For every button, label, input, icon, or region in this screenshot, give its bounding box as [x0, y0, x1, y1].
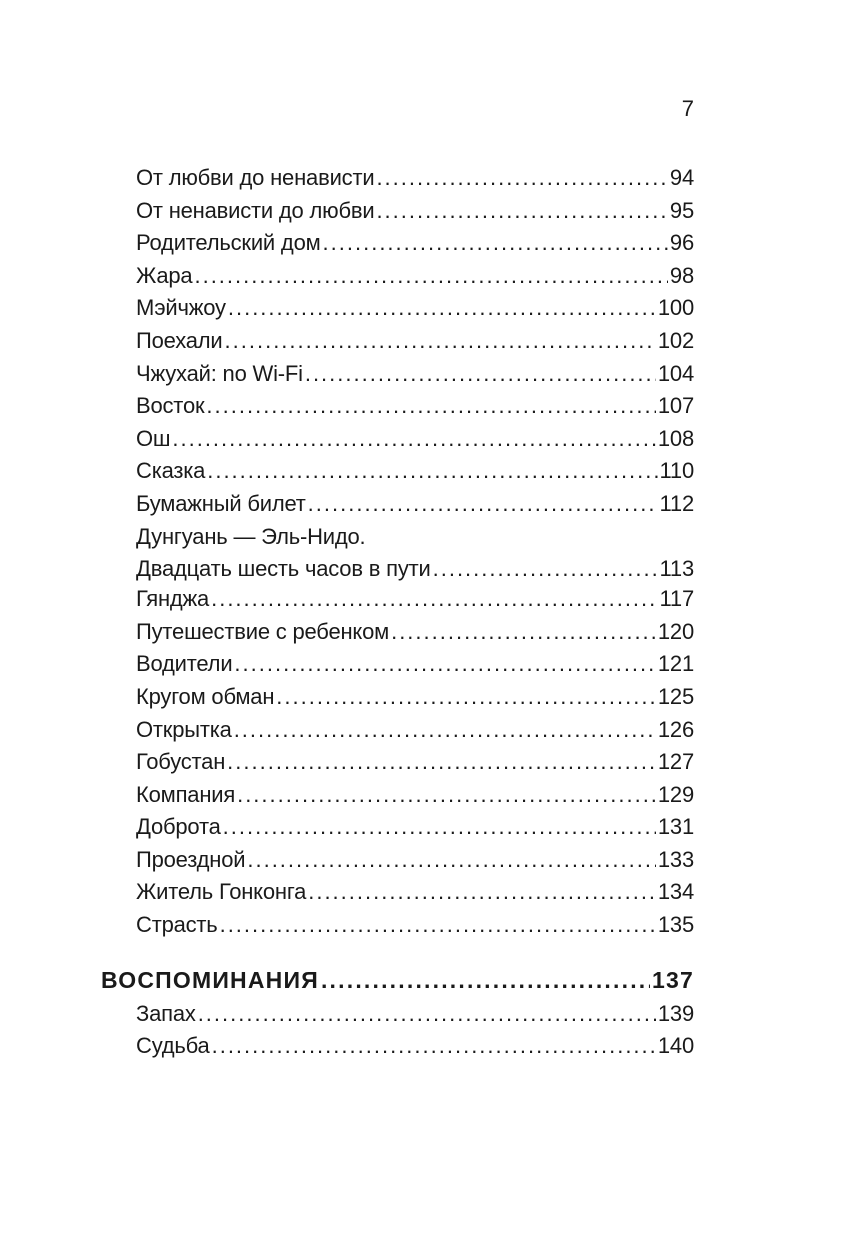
toc-leader-dots [237, 779, 656, 812]
toc-entry-title: Житель Гонконга [136, 879, 307, 905]
toc-entry-page: 112 [659, 490, 694, 516]
toc-entry [136, 681, 694, 714]
toc-entry [136, 195, 694, 228]
toc-leader-dots [194, 260, 667, 293]
toc-entry [136, 648, 694, 681]
toc-entry-title: Открытка [136, 716, 232, 742]
toc-entry-title: Проездной [136, 846, 246, 872]
toc-leader-dots [206, 390, 655, 423]
toc-entry [136, 583, 694, 616]
toc-entry [136, 998, 694, 1031]
toc-section-heading [101, 962, 694, 998]
toc-entry-page: 135 [657, 912, 694, 938]
toc-leader-dots [323, 227, 668, 260]
toc-entry [136, 1030, 694, 1063]
toc-leader-dots [376, 195, 667, 228]
toc-entry-page: 107 [657, 393, 694, 419]
toc-section-title: ВОСПОМИНАНИЯ [101, 966, 319, 993]
toc-entry-page: 129 [657, 781, 694, 807]
toc-entry-title: Родительский дом [136, 230, 321, 256]
toc-entry-title: Мэйчжоу [136, 295, 226, 321]
toc-entry-title: Бумажный билет [136, 490, 306, 516]
toc-entry-page: 100 [657, 295, 694, 321]
toc-entry-title: Сказка [136, 458, 206, 484]
toc-entry [136, 779, 694, 812]
toc-entry [136, 390, 694, 423]
toc-entry [136, 423, 694, 456]
toc-entry-wrapped-line [136, 521, 694, 554]
toc-entry-page: 94 [669, 165, 694, 190]
toc-leader-dots [234, 648, 655, 681]
toc-leader-dots [172, 423, 656, 456]
toc-entry-title: Восток [136, 393, 205, 419]
toc-entry-title: Поехали [136, 327, 223, 353]
toc-entry-page: 110 [659, 458, 694, 484]
toc-entry-page: 140 [657, 1033, 694, 1059]
toc-entry [136, 260, 694, 293]
toc-leader-dots [234, 714, 656, 747]
toc-leader-dots [247, 844, 656, 877]
toc-leader-dots [227, 746, 656, 779]
toc-entry-page: 98 [669, 262, 694, 288]
toc-leader-dots [228, 292, 656, 325]
toc-entry [136, 909, 694, 942]
toc-leader-dots [220, 909, 656, 942]
toc-section-page: 137 [652, 966, 694, 993]
toc-entry-title: Ош [136, 425, 171, 451]
toc-entry-title: Водители [136, 651, 233, 677]
toc-entry-page: 139 [657, 1000, 694, 1026]
toc-leader-dots [308, 876, 656, 909]
toc-leader-dots [391, 616, 656, 649]
toc-leader-dots [211, 583, 657, 616]
toc-entry [136, 455, 694, 488]
toc-leader-dots [308, 488, 658, 521]
toc-entry-title: Запах [136, 1000, 196, 1026]
toc-entry-page: 133 [657, 846, 694, 872]
toc-entry-title: Дунгуань — Эль-Нидо. [136, 523, 366, 549]
toc-leader-dots [212, 1030, 656, 1063]
toc-entry-page: 126 [657, 716, 694, 742]
toc-entry [136, 358, 694, 391]
toc-entry-title: От любви до ненависти [136, 165, 375, 190]
toc-leader-dots [321, 962, 650, 998]
toc-entry-page: 125 [657, 683, 694, 709]
toc-entry-title: Судьба [136, 1033, 210, 1059]
toc-entry [136, 811, 694, 844]
toc-entry [136, 746, 694, 779]
toc-entry-page: 117 [659, 586, 694, 612]
toc-entry-page: 127 [657, 749, 694, 775]
table-of-contents [0, 162, 845, 1063]
toc-entry [136, 876, 694, 909]
toc-entry-page: 134 [657, 879, 694, 905]
toc-entry [136, 553, 694, 583]
toc-entry-page: 113 [659, 556, 694, 582]
toc-entry-page: 104 [657, 360, 694, 386]
page-number: 7 [681, 96, 694, 121]
toc-entry-page: 108 [657, 425, 694, 451]
toc-entry-title: Чжухай: no Wi-Fi [136, 360, 303, 386]
toc-entry-title: Жара [136, 262, 193, 288]
toc-leader-dots [433, 553, 658, 586]
toc-entry-title: Компания [136, 781, 236, 807]
toc-entry [136, 162, 694, 195]
toc-entry-title: От ненависти до любви [136, 197, 375, 223]
toc-leader-dots [198, 998, 656, 1031]
toc-entry-page: 121 [657, 651, 694, 677]
toc-entry [136, 325, 694, 358]
toc-entry-title: Двадцать шесть часов в пути [136, 556, 431, 582]
toc-entry-page: 95 [669, 197, 694, 223]
toc-entry-title: Доброта [136, 814, 221, 840]
toc-entry-title: Кругом обман [136, 683, 275, 709]
toc-leader-dots [276, 681, 656, 714]
toc-entry [136, 292, 694, 325]
toc-entry [136, 714, 694, 747]
toc-leader-dots [225, 325, 656, 358]
toc-entry-title: Гянджа [136, 586, 210, 612]
toc-entry-page: 102 [657, 327, 694, 353]
toc-entry-title: Страсть [136, 912, 218, 938]
toc-leader-dots [376, 162, 667, 195]
toc-entry [136, 616, 694, 649]
toc-entry [136, 227, 694, 260]
toc-entry-page: 131 [657, 814, 694, 840]
toc-leader-dots [207, 455, 657, 488]
toc-leader-dots [305, 358, 656, 391]
toc-entry-page: 120 [657, 618, 694, 644]
toc-entry-title: Гобустан [136, 749, 226, 775]
toc-entry [136, 488, 694, 521]
toc-entry [136, 844, 694, 877]
toc-leader-dots [223, 811, 656, 844]
toc-entry-page: 96 [669, 230, 694, 256]
toc-entry-title: Путешествие с ребенком [136, 618, 390, 644]
